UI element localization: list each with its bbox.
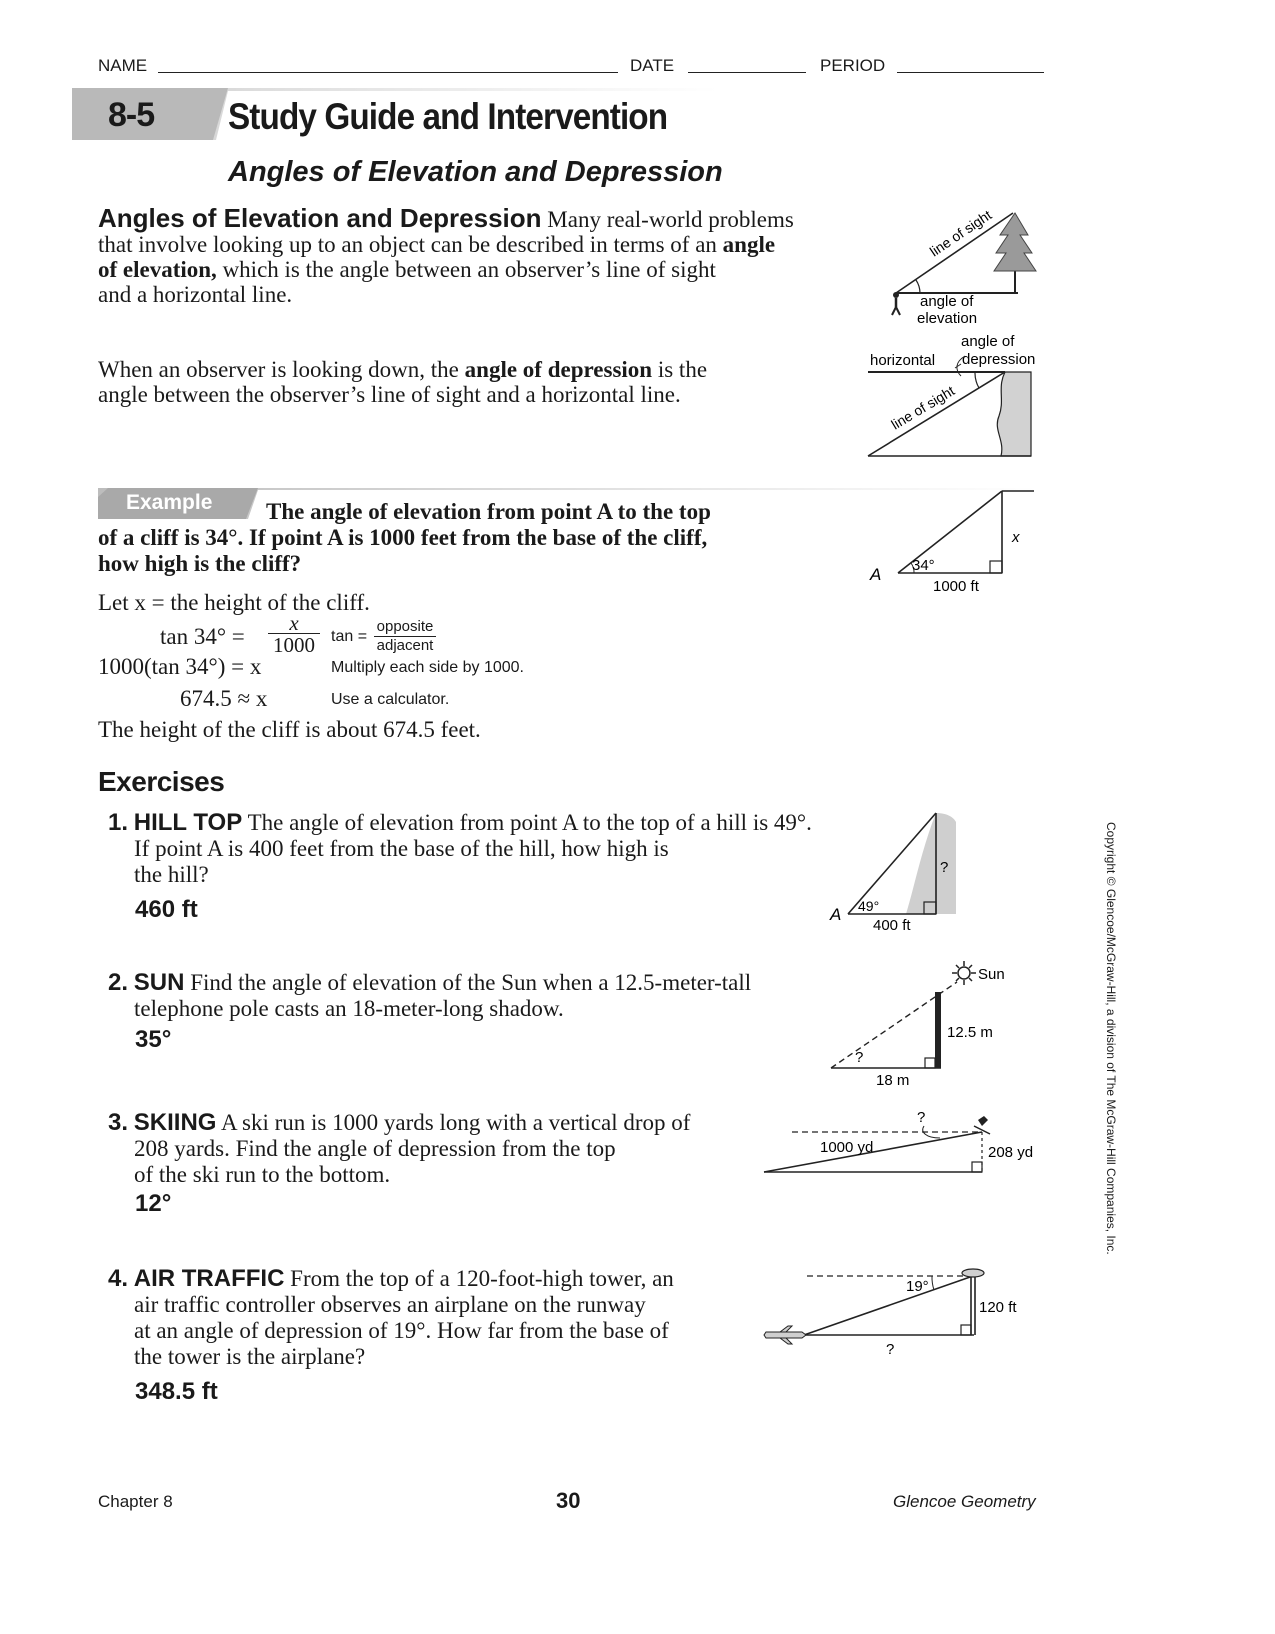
footer-book: Glencoe Geometry xyxy=(893,1492,1036,1511)
example-question-line: of a cliff is 34°. If point A is 1000 feet from the base of the cliff, xyxy=(98,525,708,550)
exercise-1-answer: 460 ft xyxy=(135,896,198,923)
exercise-text: If point A is 400 feet from the base of the hill, how high is xyxy=(134,836,669,861)
intro-text: is the xyxy=(652,357,708,382)
line-of-sight-label: line of sight xyxy=(926,206,995,260)
exercise-number: 4. xyxy=(108,1265,129,1292)
intro-text: and a horizontal line. xyxy=(98,282,293,307)
step-1-note: tan = xyxy=(331,628,368,645)
intro-paragraph-2 xyxy=(98,357,858,407)
step-3-note: Use a calculator. xyxy=(331,691,450,708)
angle-of-elevation-label: angle of xyxy=(920,293,974,310)
exercise-number: 3. xyxy=(108,1109,129,1136)
airplane-icon xyxy=(764,1326,806,1344)
exercise-text: air traffic controller observes an airplane on the runway xyxy=(134,1292,646,1317)
height-label: 120 ft xyxy=(979,1299,1017,1316)
intro-heading: Angles of Elevation and Depression xyxy=(98,203,542,233)
elevation-figure xyxy=(880,205,1040,330)
exercise-title: SUN xyxy=(133,969,185,996)
exercise-1-figure xyxy=(826,808,961,936)
height-label: x xyxy=(1012,529,1020,546)
exercise-title: SKIING xyxy=(133,1109,217,1136)
angle-of-depression-label: depression xyxy=(962,351,1035,368)
exercise-text: The angle of elevation from point A to the top of a hill is 49°. xyxy=(247,810,812,835)
intro-text: angle between the observer’s line of sight and a horizontal line. xyxy=(98,382,681,407)
base-label: 18 m xyxy=(876,1072,910,1089)
angle-of-depression-label: angle of xyxy=(961,333,1015,350)
exercise-1 xyxy=(108,810,868,888)
footer-chapter: Chapter 8 xyxy=(98,1492,173,1511)
step-1-lhs: tan 34° = xyxy=(160,624,245,649)
intro-text: which is the angle between an observer’s line of sight xyxy=(216,257,716,282)
exercise-text: A ski run is 1000 yards long with a vertical drop of xyxy=(220,1110,691,1135)
height-label: ? xyxy=(940,859,949,876)
exercise-text: the tower is the airplane? xyxy=(134,1344,366,1369)
term-angle: angle xyxy=(722,232,776,257)
example-question-line: The angle of elevation from point A to the top xyxy=(266,499,711,524)
depression-figure xyxy=(865,330,1035,460)
person-icon xyxy=(892,292,900,315)
tower-cab-icon xyxy=(962,1269,984,1277)
horizontal-label: horizontal xyxy=(870,352,936,369)
exercise-title: AIR TRAFFIC xyxy=(133,1265,285,1292)
date-label: DATE xyxy=(630,56,675,75)
exercise-text: Find the angle of elevation of the Sun when a 12.5-meter-tall xyxy=(190,970,752,995)
footer-page-number: 30 xyxy=(556,1488,581,1513)
term-elevation: of elevation, xyxy=(98,257,217,282)
note-denominator: adjacent xyxy=(374,636,436,655)
base-label: ? xyxy=(886,1341,895,1358)
example-question xyxy=(98,499,858,577)
example-question-line: how high is the cliff? xyxy=(98,551,302,576)
exercise-2-figure xyxy=(825,958,1015,1090)
drop-label: 208 yd xyxy=(988,1144,1034,1161)
term-depression: angle of depression xyxy=(464,357,653,382)
angle-label: ? xyxy=(855,1049,864,1066)
fraction-denominator: 1000 xyxy=(268,633,320,656)
angle-label: 19° xyxy=(906,1278,929,1295)
angle-label: 34° xyxy=(912,557,935,574)
side-copyright: Copyright © Glencoe/McGraw-Hill, a division of The McGraw-Hill Companies, Inc. xyxy=(1104,822,1118,1255)
exercise-title: HILL TOP xyxy=(133,809,243,836)
exercise-text: at an angle of depression of 19°. How far from the base of xyxy=(134,1318,669,1343)
example-tab: Example xyxy=(126,491,213,514)
intro-text: Many real-world problems xyxy=(547,207,794,232)
fraction-numerator: x xyxy=(289,611,299,635)
intro-text: that involve looking up to an object can be described in terms of an xyxy=(98,232,723,257)
exercise-2-answer: 35° xyxy=(135,1026,172,1053)
sun-label: Sun xyxy=(978,966,1005,983)
page-title: Study Guide and Intervention xyxy=(228,96,668,137)
exercise-text: From the top of a 120-foot-high tower, an xyxy=(290,1266,674,1291)
step-2-note: Multiply each side by 1000. xyxy=(331,659,524,676)
step-2: 1000(tan 34°) = x xyxy=(98,654,262,679)
exercise-4 xyxy=(108,1266,868,1370)
exercise-text: 208 yards. Find the angle of depression from the top xyxy=(134,1136,616,1161)
name-field-line[interactable] xyxy=(158,72,618,73)
point-a-label: A xyxy=(830,905,842,924)
angle-label: ? xyxy=(917,1109,926,1126)
exercise-text: the hill? xyxy=(134,862,209,887)
exercise-3-answer: 12° xyxy=(135,1190,172,1217)
exercise-3 xyxy=(108,1110,868,1188)
line-of-sight-label: line of sight xyxy=(888,382,958,433)
period-field-line[interactable] xyxy=(897,72,1044,73)
intro-text: When an observer is looking down, the xyxy=(98,357,465,382)
exercise-4-figure xyxy=(762,1264,1032,1364)
step-1-note-fraction xyxy=(374,618,436,655)
angle-of-elevation-label: elevation xyxy=(917,310,978,327)
exercise-text: telephone pole casts an 18-meter-long shadow. xyxy=(134,996,564,1021)
exercise-number: 2. xyxy=(108,969,129,996)
base-label: 1000 ft xyxy=(933,578,979,595)
period-label: PERIOD xyxy=(820,56,886,75)
lesson-number: 8-5 xyxy=(108,96,155,134)
angle-label: 49° xyxy=(858,898,880,914)
exercise-2 xyxy=(108,970,868,1022)
run-label: 1000 yd xyxy=(820,1139,874,1156)
point-a-label: A xyxy=(870,565,882,584)
sun-icon xyxy=(952,961,976,985)
height-label: 12.5 m xyxy=(947,1024,993,1041)
exercise-4-answer: 348.5 ft xyxy=(135,1378,218,1405)
example-cliff-figure xyxy=(862,485,1042,595)
step-1-fraction xyxy=(268,613,320,656)
intro-paragraph-1 xyxy=(98,203,858,307)
example-let: Let x = the height of the cliff. xyxy=(98,590,370,615)
step-3: 674.5 ≈ x xyxy=(180,686,268,711)
date-field-line[interactable] xyxy=(688,72,806,73)
example-conclusion: The height of the cliff is about 674.5 feet. xyxy=(98,717,481,742)
exercise-3-figure xyxy=(760,1104,1040,1180)
name-label: NAME xyxy=(98,56,148,75)
skier-icon xyxy=(974,1116,990,1134)
page-subtitle: Angles of Elevation and Depression xyxy=(228,156,723,188)
note-numerator: opposite xyxy=(376,618,434,635)
base-label: 400 ft xyxy=(873,917,911,934)
exercise-text: of the ski run to the bottom. xyxy=(134,1162,391,1187)
exercise-number: 1. xyxy=(108,809,129,836)
exercises-heading: Exercises xyxy=(98,766,225,797)
